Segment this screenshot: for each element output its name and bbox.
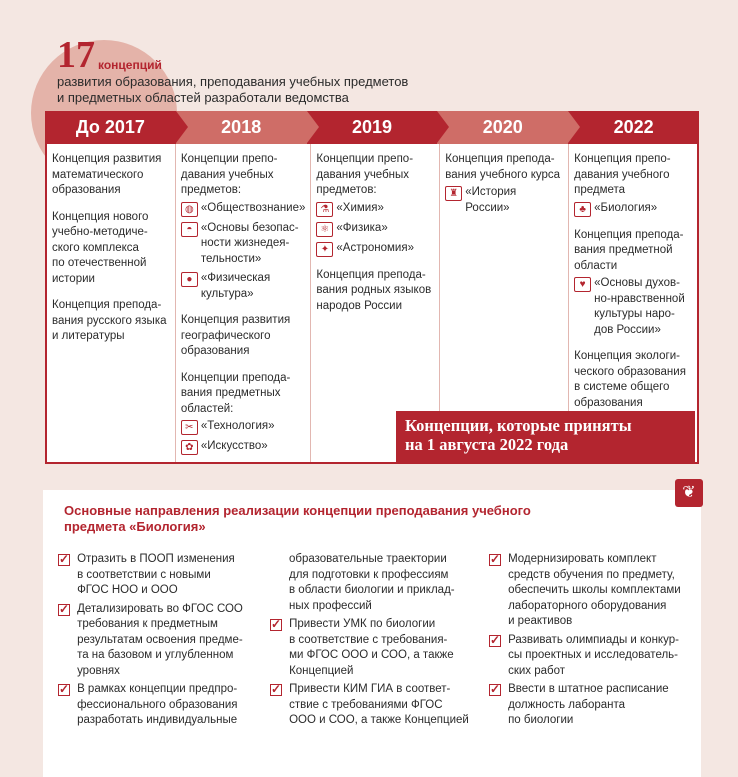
header-subtitle: развития образования, преподавания учебных предметов и предметных областей разработали ведомства xyxy=(57,74,409,105)
panel-title: Основные направления реализации концепции преподавания учебного предмета «Биология» xyxy=(64,503,531,534)
year-2019: 2019 xyxy=(351,117,393,137)
concept-geography: Концепция развития географического образования xyxy=(180,314,291,357)
column-before-2017 xyxy=(47,144,176,462)
direction-item: ✓ Привести УМК по биологии в соответствие с требования- ми ФГОС ООО и СОО, а также Концепцией xyxy=(271,617,454,677)
directions-column-2 xyxy=(270,552,505,732)
direction-item: ✓ Отразить в ПООП изменения в соответствии с новыми ФГОС НОО и ООО xyxy=(59,552,235,596)
year-2022: 2022 xyxy=(613,117,654,137)
direction-item: ✓ Развивать олимпиады и конкур- сы проектных и исследователь- ских работ xyxy=(490,632,679,677)
directions-column-3 xyxy=(489,552,701,732)
concept-subjects-2018: Концепции препо- давания учебных предметов: xyxy=(180,153,278,196)
concept-area-2022: Концепция препода- вания предметной области xyxy=(574,228,684,272)
concept-history-umk: Концепция нового учебно-методиче- ского комплекса по отечественной истории xyxy=(52,210,149,285)
column-2018 xyxy=(176,144,312,462)
subject-chemistry: ⚗ «Химия» xyxy=(316,201,434,217)
concept-ecology: Концепция экологи- ческого образования в системе общего образования xyxy=(574,350,686,409)
year-2018: 2018 xyxy=(176,111,307,144)
year-before-2017: До 2017 xyxy=(75,117,145,137)
ball-icon: ● xyxy=(181,272,198,287)
checkbox-icon: ✓ xyxy=(490,632,501,647)
concept-russian: Концепция препода- вания русского языка и литературы xyxy=(52,299,167,342)
subject-technology: ✂ «Технология» xyxy=(181,419,306,435)
subject-art: ✿ «Искусство» xyxy=(181,439,306,455)
subject-physics: ⚛ «Физика» xyxy=(316,221,434,237)
subject-odnknr: ♥ «Основы духов- но-нравственной культуры наро- дов России» xyxy=(574,276,692,338)
sprout-icon: ♣ xyxy=(574,202,591,217)
concept-subjects-2019: Концепции препо- давания учебных предметов: xyxy=(316,153,414,196)
globe-icon: ◍ xyxy=(181,202,198,217)
header xyxy=(57,34,657,106)
checkbox-icon: ✓ xyxy=(59,552,70,566)
subject-astronomy: ✦ «Астрономия» xyxy=(316,241,434,257)
concept-subject-2022: Концепция препо- давания учебного предмета xyxy=(574,153,671,196)
concept-history-course: Концепция препода- вания учебного курса xyxy=(445,153,561,181)
adopted-banner: Концепции, которые приняты на 1 августа 2022 года xyxy=(396,411,695,462)
subject-biology: ♣ «Биология» xyxy=(574,201,692,217)
direction-item-continued: образовательные траектории для подготовки к профессиям в области биологии и приклад- ных профессий xyxy=(289,553,455,612)
checkbox-icon: ✓ xyxy=(59,682,70,696)
biology-directions-panel xyxy=(43,490,701,777)
timeline-years xyxy=(45,111,699,144)
subject-pe: ● «Физическая культура» xyxy=(181,271,306,302)
sprout-icon: ❦ xyxy=(675,479,703,507)
checkbox-icon: ✓ xyxy=(490,552,501,566)
direction-item: ✓ В рамках концепции предпро- фессионального образования разработать индивидуальные xyxy=(59,682,238,726)
hands-icon: ♥ xyxy=(574,277,591,292)
directions-column-1 xyxy=(58,552,293,732)
atom-icon: ⚛ xyxy=(316,222,333,237)
checkbox-icon: ✓ xyxy=(271,682,282,696)
concept-count: 17 xyxy=(57,34,95,76)
checkbox-icon: ✓ xyxy=(59,601,70,616)
subject-social-studies: ◍ «Обществознание» xyxy=(181,201,306,217)
concept-areas-2018: Концепции препода- вания предметных областей: xyxy=(180,371,291,415)
direction-item: ✓ Детализировать во ФГОС СОО требования к предметным результатам освоения предме- та на базовом и углубленном уровнях xyxy=(59,601,243,677)
palette-icon: ✿ xyxy=(181,440,198,455)
telescope-icon: ✦ xyxy=(316,242,333,257)
checkbox-icon: ✓ xyxy=(490,682,501,696)
direction-item: ✓ Модернизировать комплект средств обучения по предмету, обеспечить школы комплектами лабораторного оборудования и реактивов xyxy=(490,552,681,627)
concept-native-languages: Концепция препода- вания родных языков народов России xyxy=(316,268,432,312)
kremlin-icon: ♜ xyxy=(445,186,462,201)
direction-item: ✓ Ввести в штатное расписание должность лаборанта по биологии xyxy=(490,682,669,726)
year-2020: 2020 xyxy=(437,111,568,144)
flask-icon: ⚗ xyxy=(316,202,333,217)
concept-math: Концепция развития математического образования xyxy=(52,153,162,196)
checkbox-icon: ✓ xyxy=(271,617,282,631)
direction-item: ✓ Привести КИМ ГИА в соответ- ствие с требованиями ФГОС ООО и СОО, а также Концепцией xyxy=(271,682,469,726)
concept-count-word: концепций xyxy=(98,58,162,72)
subject-history: ♜ «История России» xyxy=(445,185,563,216)
tools-icon: ✂ xyxy=(181,420,198,435)
helmet-icon: ◓ xyxy=(181,222,198,237)
subject-obzh: ◓ «Основы безопас- ности жизнедея- тельности» xyxy=(181,221,306,268)
